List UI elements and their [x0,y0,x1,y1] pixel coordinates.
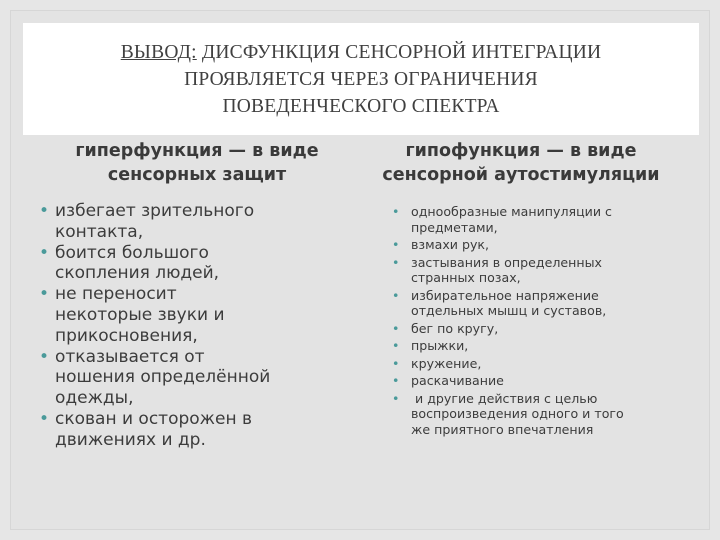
list-item-line: странных позах, [411,270,521,285]
list-item-line: застывания в определенных [411,254,602,270]
list-item [389,356,689,372]
list-item [39,201,359,243]
right-heading-line-1: гипофункция — в виде [405,141,637,161]
list-item [39,409,359,451]
right-heading-line-2: сенсорной аутостимуляции [382,165,660,185]
list-item [389,338,689,354]
list-item [389,373,689,389]
bullet-icon: • [392,390,400,406]
list-item [389,288,689,319]
list-item-line: раскачивание [411,373,504,388]
bullet-icon: • [392,204,400,219]
slide-title [23,23,699,135]
left-heading-line-2: сенсорных защит [107,165,287,185]
list-item-line: однообразные манипуляции с [411,204,612,219]
right-column-heading [351,139,691,187]
list-item-line: движениях и др. [55,429,206,450]
list-item-line: ношения определённой [55,367,271,388]
list-item [389,237,689,253]
hypofunction-list [389,204,689,439]
list-item-line: избегает зрительного [55,201,255,221]
bullet-icon: • [39,242,50,263]
list-item-line: прикосновения, [55,325,198,346]
list-item-line: воспроизведения одного и того [411,406,624,421]
title-line-1 [23,39,699,66]
list-item [39,347,359,409]
bullet-icon: • [39,201,50,221]
bullet-icon: • [392,320,400,336]
list-item [39,284,359,346]
left-column-heading [37,139,357,187]
slide [10,10,710,530]
list-item-line: отдельных мышц и суставов, [411,303,607,318]
list-item-line: взмахи рук, [411,237,490,252]
list-item-line: же приятного впечатления [411,421,594,437]
list-item-line: не переносит [55,284,177,305]
bullet-icon: • [392,373,400,388]
list-item-line: скопления людей, [55,263,220,284]
list-item-line: избирательное напряжение [411,287,599,303]
list-item-line: кружение, [411,355,482,371]
list-item-line: отказывается от [55,346,205,367]
list-item-line: прыжки, [411,338,469,353]
title-line-3: ПОВЕДЕНЧЕСКОГО СПЕКТРА [222,96,500,117]
list-item-line: контакта, [55,221,144,242]
list-item [389,391,689,438]
list-item-line: боится большого [55,242,209,263]
bullet-icon: • [392,287,400,303]
title-lead: ВЫВОД: [120,42,197,63]
bullet-icon: • [392,237,400,252]
bullet-icon: • [392,338,400,353]
list-item-line: и другие действия с целью [411,390,598,406]
hyperfunction-list [39,201,359,451]
list-item-line: скован и осторожен в [55,408,252,429]
bullet-icon: • [39,346,50,367]
title-line-2: ПРОЯВЛЯЕТСЯ ЧЕРЕЗ ОГРАНИЧЕНИЯ [184,69,538,90]
list-item [39,243,359,285]
list-item [389,204,689,235]
list-item-line: некоторые звуки и [55,304,225,325]
list-item-line: предметами, [411,219,498,235]
bullet-icon: • [39,408,50,429]
list-item-line: одежды, [55,388,134,409]
title-line-1-rest: ДИСФУНКЦИЯ СЕНСОРНОЙ ИНТЕГРАЦИИ [196,42,602,63]
bullet-icon: • [392,355,400,371]
list-item [389,321,689,337]
list-item-line: бег по кругу, [411,320,499,336]
list-item [389,255,689,286]
left-heading-line-1: гиперфункция — в виде [75,141,319,161]
bullet-icon: • [39,284,50,305]
bullet-icon: • [392,254,400,270]
